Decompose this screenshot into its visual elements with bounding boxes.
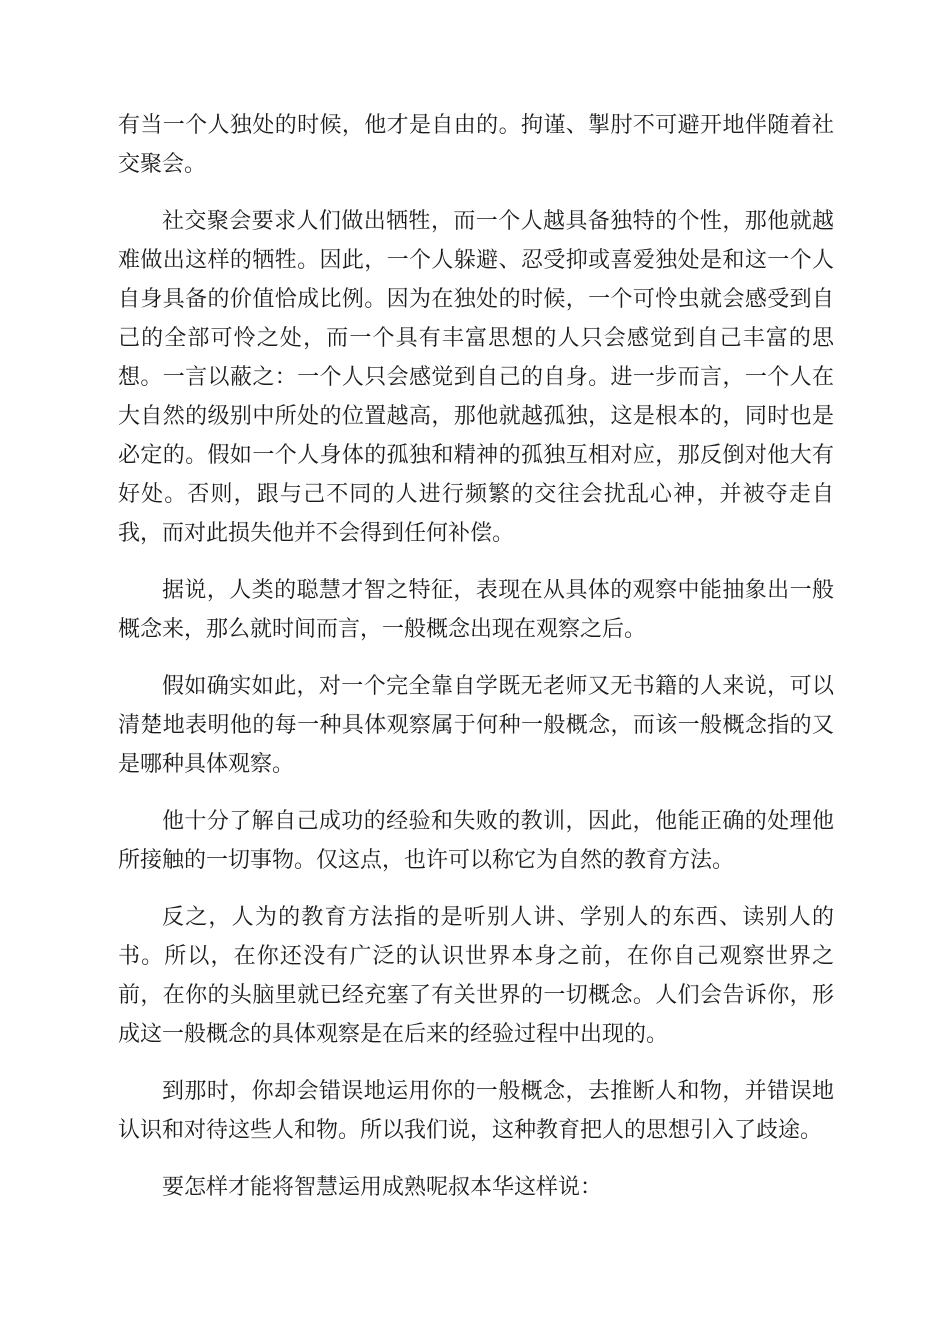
document-body: [118, 106, 834, 1225]
paragraph-8: 要怎样才能将智慧运用成熟呢叔本华这样说：: [162, 1175, 603, 1200]
paragraph-5: 他十分了解自己成功的经验和失败的教训，因此，他能正确的处理他所接触的一切事物。仅这点，也许可以称它为自然的教育方法。: [118, 809, 834, 873]
paragraph-3: 据说，人类的聪慧才智之特征，表现在从具体的观察中能抽象出一般概念来，那么就时间而言，一般概念出现在观察之后。: [118, 578, 834, 642]
paragraph-7: 到那时，你却会错误地运用你的一般概念，去推断人和物，并错误地认识和对待这些人和物。所以我们说，这种教育把人的思想引入了歧途。: [118, 1079, 834, 1143]
paragraph-2: 社交聚会要求人们做出牺牲，而一个人越具备独特的个性，那他就越难做出这样的牺牲。因此，一个人躲避、忍受抑或喜爱独处是和这一个人自身具备的价值恰成比例。因为在独处的时候，一个可怜虫就会感受到自己的全部可怜之处，而一个具有丰富思想的人只会感觉到自己丰富的思想。一言以蔽之：一个人只会感觉到自己的自身。进一步而言，一个人在大自然的级别中所处的位置越高，那他就越孤独，这是根本的，同时也是必定的。假如一个人身体的孤独和精神的孤独互相对应，那反倒对他大有好处。否则，跟与己不同的人进行频繁的交往会扰乱心神，并被夺走自我，而对此损失他并不会得到任何补偿。: [118, 209, 834, 546]
paragraph-1: 有当一个人独处的时候，他才是自由的。拘谨、掣肘不可避开地伴随着社交聚会。: [118, 113, 834, 177]
paragraph-4: 假如确实如此，对一个完全靠自学既无老师又无书籍的人来说，可以清楚地表明他的每一种具体观察属于何种一般概念，而该一般概念指的又是哪种具体观察。: [118, 674, 834, 777]
paragraph-6: 反之，人为的教育方法指的是听别人讲、学别人的东西、读别人的书。所以，在你还没有广泛的认识世界本身之前，在你自己观察世界之前，在你的头脑里就已经充塞了有关世界的一切概念。人们会告诉你，形成这一般概念的具体观察是在后来的经验过程中出现的。: [118, 905, 834, 1047]
